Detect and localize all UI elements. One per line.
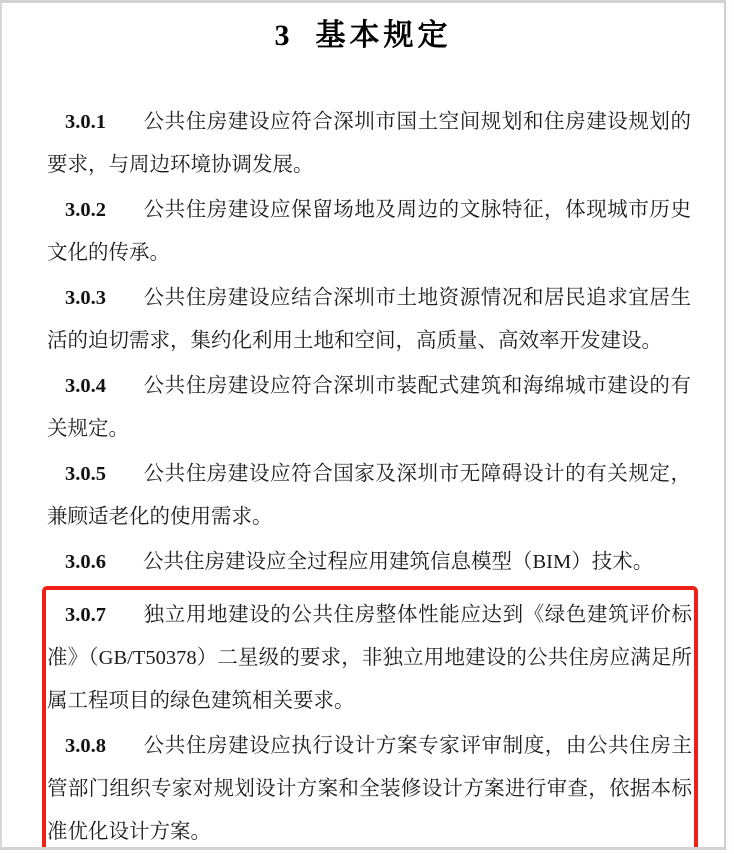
page-title xyxy=(2,17,724,55)
clause-number: 3.0.7 xyxy=(65,604,106,626)
clause-text: 公共住房建设应符合国家及深圳市无障碍设计的有关规定，兼顾适老化的使用需求。 xyxy=(47,463,691,528)
clause-number: 3.0.2 xyxy=(65,199,106,221)
clause-number: 3.0.6 xyxy=(65,551,106,573)
clause-text: 公共住房建设应符合深圳市国土空间规划和住房建设规划的要求，与周边环境协调发展。 xyxy=(47,111,691,176)
clause-number: 3.0.1 xyxy=(65,111,106,133)
clauses-main xyxy=(47,101,691,584)
clause-list xyxy=(2,55,724,850)
clause-number: 3.0.8 xyxy=(65,735,106,757)
clause-paragraph xyxy=(47,365,691,451)
clause-text: 公共住房建设应结合深圳市土地资源情况和居民追求宜居生活的迫切需求，集约化利用土地和空间，高质量、高效率开发建设。 xyxy=(47,287,691,352)
clause-text: 公共住房建设应保留场地及周边的文脉特征，体现城市历史文化的传承。 xyxy=(47,199,691,264)
clause-paragraph xyxy=(47,453,691,539)
title-section-number: 3 xyxy=(274,19,290,52)
clause-paragraph xyxy=(47,277,691,363)
clause-paragraph xyxy=(47,594,692,723)
clause-text: 公共住房建设应全过程应用建筑信息模型（BIM）技术。 xyxy=(143,551,654,573)
clause-paragraph xyxy=(47,725,692,850)
clause-paragraph xyxy=(47,101,691,187)
clause-paragraph xyxy=(47,189,691,275)
clause-paragraph xyxy=(47,541,691,584)
clause-number: 3.0.3 xyxy=(65,287,106,309)
clause-number: 3.0.4 xyxy=(65,375,106,397)
clause-text: 公共住房建设应符合深圳市装配式建筑和海绵城市建设的有关规定。 xyxy=(47,375,691,440)
clause-number: 3.0.5 xyxy=(65,463,106,485)
clause-text: 公共住房建设应执行设计方案专家评审制度，由公共住房主管部门组织专家对规划设计方案和全装修设计方案进行审查，依据本标准优化设计方案。 xyxy=(47,735,692,843)
highlight-box xyxy=(42,586,698,850)
clause-text: 独立用地建设的公共住房整体性能应达到《绿色建筑评价标准》（GB/T50378）二星级的要求，非独立用地建设的公共住房应满足所属工程项目的绿色建筑相关要求。 xyxy=(47,604,692,712)
title-text: 基本规定 xyxy=(315,19,452,52)
